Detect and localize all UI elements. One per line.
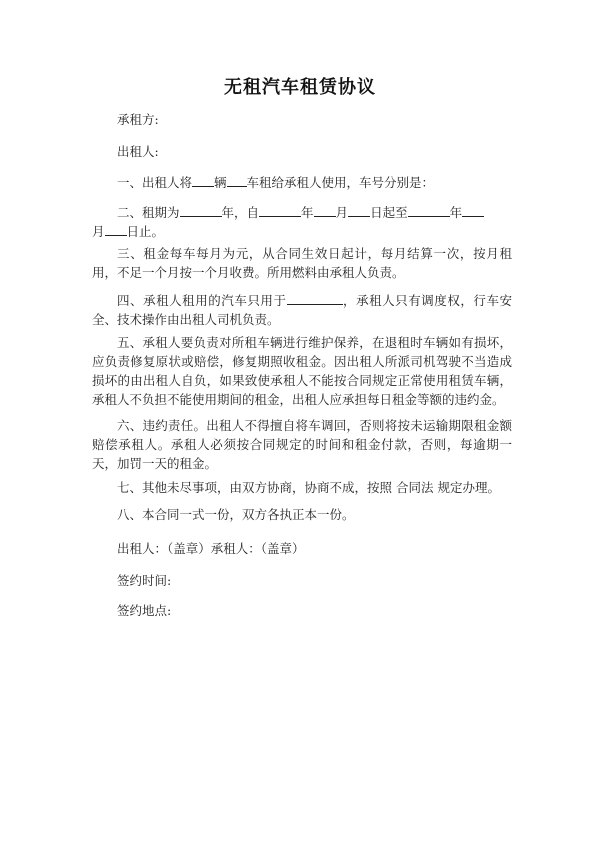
signature-line: 出租人：（盖章）承租人：（盖章） <box>117 541 305 556</box>
vehicle-count-blank <box>192 174 214 187</box>
clause-2 <box>92 203 512 241</box>
end-year-blank <box>408 204 450 217</box>
clause-3: 三、租金每车每月为元，从合同生效日起计，每月结算一次，按月租用，不足一个月按一个月收费。所用燃料由承租人负责。 <box>92 246 512 280</box>
sign-place-label: 签约地点: <box>117 603 172 618</box>
clause-5: 五、承租人要负责对所租车辆进行维护保养，在退租时车辆如有损坏，应负责修复原状或赔偿，修复期照收租金。因出租人所派司机驾驶不当造成损坏的由出租人自负，如果致使承租人不能按合同规定正常使用租赁车辆，承租人不负担不能使用期间的租金，出租人应承担每日租金等额的违约金。 <box>92 335 512 407</box>
clause-4-text-b: ，承租人只有调度权，行车安全、技术操作由出租人司机负责。 <box>92 293 512 327</box>
clause-2-text-d: 月 <box>335 205 349 220</box>
clause-2-text-f: 年 <box>449 205 463 220</box>
sign-time-label: 签约时间: <box>117 573 172 588</box>
clause-2-text-c: 年 <box>301 205 314 220</box>
start-month-blank <box>314 204 336 217</box>
clause-6: 六、违约责任。出租人不得擅自将车调回，否则将按未运输期限租金额赔偿承租人。承租人必须按合同规定的时间和租金付款，否则，每逾期一天，加罚一天的租金。 <box>92 418 512 471</box>
lessee-label: 承租方: <box>117 112 159 127</box>
term-years-blank <box>180 204 222 217</box>
clause-2-text-g: 月 <box>92 224 105 239</box>
clause-2-text-h: 日止。 <box>126 224 165 239</box>
clause-2-line-1 <box>92 203 512 222</box>
lessor-label: 出租人: <box>117 144 159 159</box>
usage-purpose-blank <box>287 292 343 305</box>
clause-4 <box>92 291 512 329</box>
clause-2-text-e: 日起至 <box>370 205 408 220</box>
end-month-blank-a <box>462 204 484 217</box>
start-year-blank <box>259 204 301 217</box>
vehicle-type-blank <box>227 174 247 187</box>
clause-8: 八、本合同一式一份，双方各执正本一份。 <box>117 507 355 522</box>
start-day-blank <box>348 204 370 217</box>
clause-4-text-a: 四、承租人租用的汽车只用于 <box>117 293 287 308</box>
clause-1-text-a: 一、出租人将 <box>117 175 193 190</box>
clause-1 <box>92 173 512 192</box>
clause-2-line-2 <box>92 222 512 241</box>
clause-7: 七、其他未尽事项，由双方协商，协商不成，按照 合同法 规定办理。 <box>117 480 500 495</box>
clause-1-text-b: 辆 <box>214 175 227 190</box>
clause-1-text-c: 车租给承租人使用，车号分别是： <box>246 175 435 190</box>
clause-2-text-b: 年，自 <box>221 205 260 220</box>
clause-2-text-a: 二、租期为 <box>117 205 180 220</box>
end-day-blank <box>105 223 127 236</box>
document-title: 无租汽车租赁协议 <box>224 77 376 98</box>
